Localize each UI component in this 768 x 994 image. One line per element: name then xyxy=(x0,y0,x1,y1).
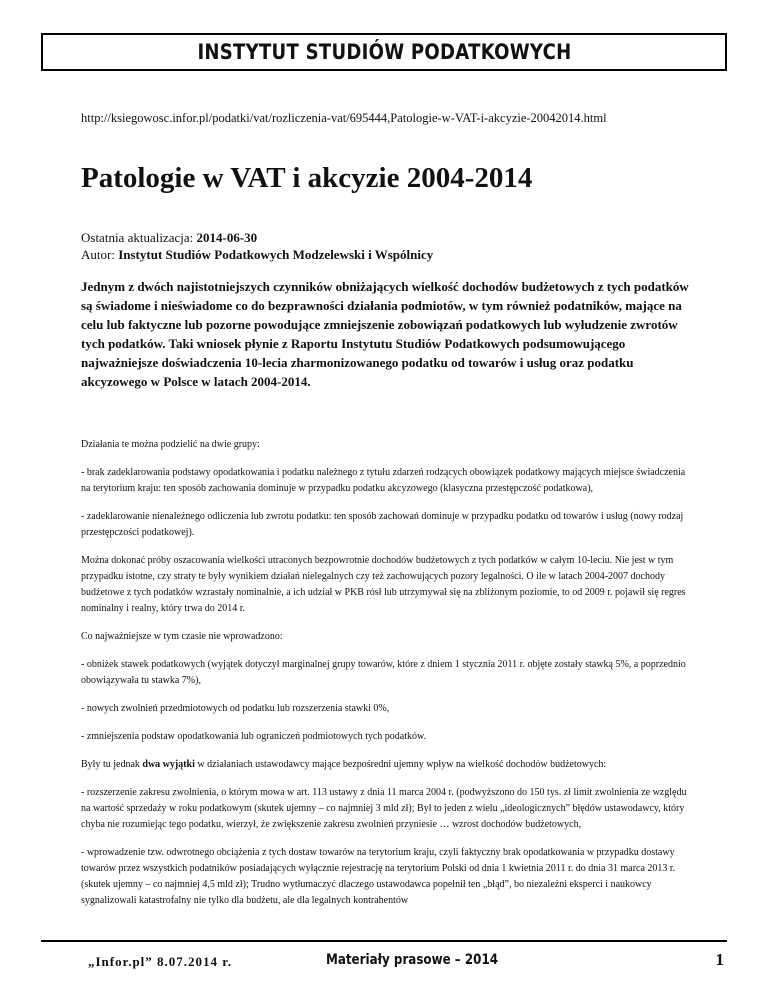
author-label: Autor: xyxy=(81,247,115,262)
paragraph-text: w działaniach ustawodawcy mające bezpośredni ujemny wpływ na wielkość dochodów budżetowych: xyxy=(194,759,607,770)
paragraph: Można dokonać próby oszacowania wielkości utraconych bezpowrotnie dochodów budżetowych z tych podatków w całym 10-leciu. Nie jest w tym przypadku istotne, czy straty te były wynikiem działań nielegalnych czy też zachowujących pozory legalności. O ile w latach 2004-2007 dochody budżetowe z tych podatków wzrastały nominalnie, a ich udział w PKB rósł lub utrzymywał się na zbliżonym poziomie, to od 2009 r. pojawił się regres nominalny i realny, który trwa do 2014 r. xyxy=(81,555,686,614)
paragraph: - nowych zwolnień przedmiotowych od podatku lub rozszerzenia stawki 0%, xyxy=(81,703,390,714)
footer-center-text: Materiały prasowe – 2014 xyxy=(326,952,499,968)
footer-source: „Infor.pl” 8.07.2014 r. xyxy=(88,954,233,969)
source-url: http://ksiegowosc.infor.pl/podatki/vat/rozliczenia-vat/695444,Patologie-w-VAT-i-akcyzie-20042014.html xyxy=(81,111,607,125)
last-update-value: 2014-06-30 xyxy=(196,230,258,245)
paragraph: - wprowadzenie tzw. odwrotnego obciążenia z tych dostaw towarów na terytorium kraju, czyli faktyczny brak opodatkowania w przypadku dostawy towarów przez wszystkich podatników posiadających wyłącznie rejestrację na terytorium Polski od dnia 1 kwietnia 2011 r. do dnia 31 marca 2013 r. (skutek ujemny – co najmniej 4,5 mld zł); Trudno wytłumaczyć dlaczego ustawodawca popełnił ten „błąd”, bo niezależni eksperci i naukowcy sygnalizowali katastrofalny nie tylko dla budżetu, ale dla legalnych kontrahentów xyxy=(81,847,676,906)
header-box xyxy=(41,33,727,71)
page-title: Patologie w VAT i akcyzie 2004-2014 xyxy=(81,162,533,194)
paragraph: Co najważniejsze w tym czasie nie wprowadzono: xyxy=(81,631,283,642)
paragraph: Działania te można podzielić na dwie grupy: xyxy=(81,439,260,450)
header-title: INSTYTUT STUDIÓW PODATKOWYCH xyxy=(196,40,572,64)
paragraph-text: Były tu jednak xyxy=(81,759,143,770)
last-update-label: Ostatnia aktualizacja: xyxy=(81,230,194,245)
author-value: Instytut Studiów Podatkowych Modzelewski i Wspólnicy xyxy=(118,247,434,262)
paragraph: - zmniejszenia podstaw opodatkowania lub ograniczeń podmiotowych tych podatków. xyxy=(81,731,427,742)
lead-paragraph: Jednym z dwóch najistotniejszych czynników obniżających wielkość dochodów budżetowych z tych podatków są świadome i nieświadome co do bezprawności działania podmiotów, w tym również podatników, mające na celu lub faktyczne lub pozorne powodujące zmniejszenie zobowiązań podatkowych lub wyłudzenie zwrotów tych podatków. Taki wniosek płynie z Raportu Instytutu Studiów Podatkowych podsumowującego najważniejsze doświadczenia 10-lecia zharmonizowanego podatku od towarów i usług oraz podatku akcyzowego w Polsce w latach 2004-2014. xyxy=(81,279,689,389)
paragraph: - obniżek stawek podatkowych (wyjątek dotyczył marginalnej grupy towarów, które z dniem 1 stycznia 2011 r. objęte zostały stawką 5%, a poprzednio obowiązywała tu stawka 7%), xyxy=(81,659,686,686)
author xyxy=(81,246,433,263)
article-meta xyxy=(81,229,433,263)
article-body xyxy=(81,437,689,921)
paragraph: - brak zadeklarowania podstawy opodatkowania i podatku należnego z tytułu zdarzeń rodzących obowiązek podatkowy mających miejsce świadczenia na terytorium kraju: ten sposób zachowania dominuje w przypadku podatku akcyzowego (klasyczna przestępczość podatkowa), xyxy=(81,467,686,494)
paragraph: - rozszerzenie zakresu zwolnienia, o którym mowa w art. 113 ustawy z dnia 11 marca 2004 r. (podwyższono do 150 tys. zł limit zwolnienia ze względu na wartość sprzedaży w roku podatkowym (skutek ujemny – co najmniej 3 mld zł); Był to jeden z wielu „ideologicznych” błędów ustawodawcy, który chyba nie rozumiejąc tego podatku, wierzył, że zwiększenie zakresu zwolnień przyniesie … wzrost dochodów budżetowych, xyxy=(81,787,687,830)
footer-rule xyxy=(41,940,727,942)
last-update xyxy=(81,229,433,246)
paragraph xyxy=(81,757,689,773)
paragraph: - zadeklarowanie nienależnego odliczenia lub zwrotu podatku: ten sposób zachowań dominuje w przypadku podatku od towarów i usług (nowy rodzaj przestępczości podatkowej). xyxy=(81,511,684,538)
page-footer xyxy=(41,940,727,970)
page-number: 1 xyxy=(715,950,724,969)
emphasis: dwa wyjątki xyxy=(142,759,195,770)
